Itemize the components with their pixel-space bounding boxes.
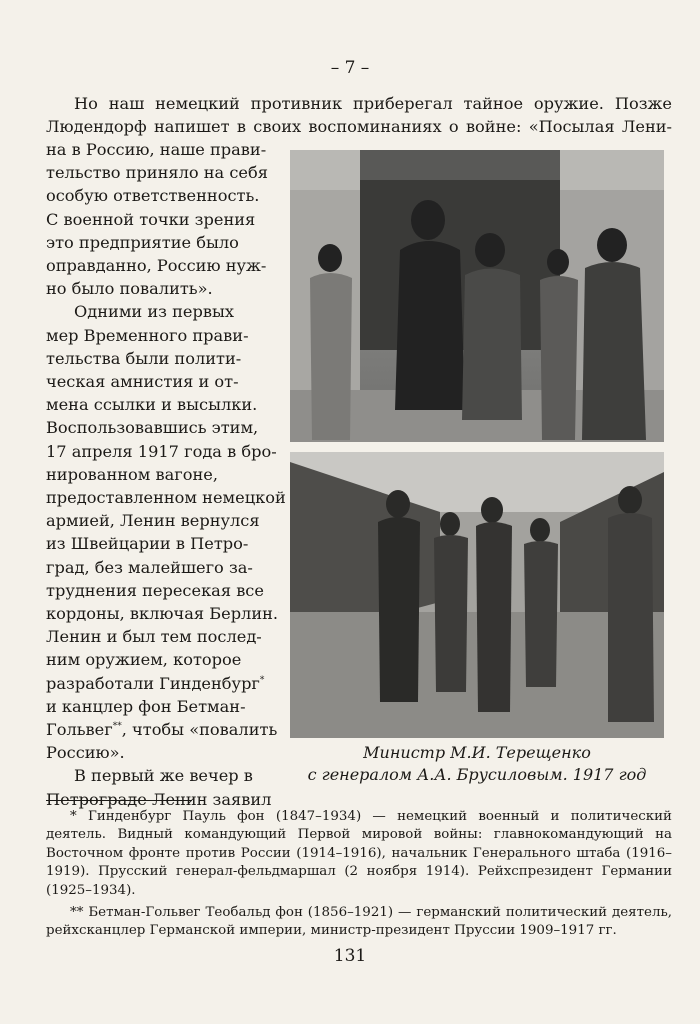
column-line-text: чтобы «повалить xyxy=(132,720,278,740)
column-line: мена ссылки и высылки. xyxy=(46,395,258,415)
column-line: труднения пересекая все xyxy=(46,580,264,600)
column-line xyxy=(46,672,290,695)
column-line: нированном вагоне, xyxy=(46,464,219,484)
photo-building-scene xyxy=(290,150,664,442)
intro-line-1: Но наш немецкий противник приберегал тайное оружие. Позже xyxy=(74,94,672,113)
page-marker: – 7 – xyxy=(330,58,370,78)
photo-caption xyxy=(290,742,664,786)
column-line: С военной точки зрения xyxy=(46,209,256,229)
column-line: ним оружием, которое xyxy=(46,650,242,670)
page-number: 131 xyxy=(333,946,367,966)
footnote-mark-2: ** xyxy=(112,721,122,732)
column-line: Гольвег**, чтобы «повалить xyxy=(46,720,278,740)
column-line: ческая амнистия и от- xyxy=(46,372,239,392)
column-line: тельство приняло на себя xyxy=(46,163,268,183)
column-line: оправданно, Россию нуж- xyxy=(46,256,267,276)
column-line: В первый же вечер в xyxy=(74,766,253,786)
caption-line-2: с генералом А.А. Брусиловым. 1917 год xyxy=(307,765,647,784)
body-column xyxy=(46,138,290,811)
column-line: Одними из первых xyxy=(74,302,234,322)
column-line: это предприятие было xyxy=(46,232,239,252)
column-line: Ленин и был тем послед- xyxy=(46,627,262,647)
footnote-rule xyxy=(46,800,192,801)
column-line: Россию». xyxy=(46,743,125,763)
column-line: кордоны, включая Берлин. xyxy=(46,604,279,624)
column-line: но было повалить». xyxy=(46,279,213,299)
photo-platform-scene xyxy=(290,452,664,738)
column-line-text: Гольвег xyxy=(46,720,113,740)
footnote-mark-1: * xyxy=(259,675,265,686)
column-line: мер Временного прави- xyxy=(46,325,249,345)
column-line: и канцлер фон Бетман- xyxy=(46,696,246,716)
caption-line-1: Министр М.И. Терещенко xyxy=(363,743,591,762)
footnotes xyxy=(46,808,672,945)
column-line: тельства были полити- xyxy=(46,348,242,368)
column-line: на в Россию, наше прави- xyxy=(46,140,267,159)
column-line: Воспользовавшись этим, xyxy=(46,418,259,438)
column-line-text: разработали Гинденбург xyxy=(46,673,260,693)
photo-building-scene-image xyxy=(290,150,664,442)
column-line: из Швейцарии в Петро- xyxy=(46,534,249,554)
column-line: град, без малейшего за- xyxy=(46,557,253,577)
photo-platform-scene-image xyxy=(290,452,664,738)
footnote-2: ** Бетман-Гольвег Теобальд фон (1856–1921) — германский политический деятель, рейхсканцлер Германской империи, министр-президент Пруссии 1909–1917 гг. xyxy=(46,905,672,939)
intro-line-2: Людендорф напишет в своих воспоминаниях о войне: «Посылая Лени- xyxy=(46,117,672,136)
column-line: предоставленном немецкой xyxy=(46,488,286,508)
column-line: армией, Ленин вернулся xyxy=(46,511,260,531)
column-line: 17 апреля 1917 года в бро- xyxy=(46,441,277,461)
footnote-1: * Гинденбург Пауль фон (1847–1934) — немецкий военный и политический деятель. Видный командующий Первой мировой войны: главнокомандующий на Восточном фронте против России (1914–1916), начальник Генерального штаба (1916–1919). Прусский генерал-фельдмаршал (2 ноября 1914). Рейхспрезидент Германии (1925–1934). xyxy=(46,809,672,898)
column-line: Петрограде Ленин заявил xyxy=(46,789,272,809)
column-line: особую ответственность. xyxy=(46,186,260,206)
